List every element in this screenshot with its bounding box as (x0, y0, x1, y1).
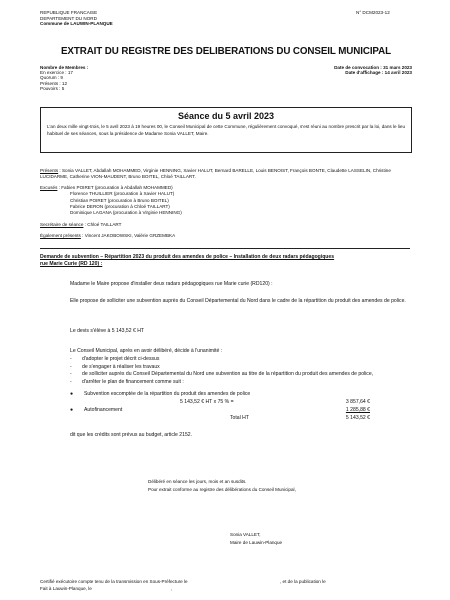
decision-item (70, 364, 410, 372)
footer-line1 (40, 578, 420, 585)
footer-publication: , et de la publication le (280, 579, 326, 584)
date-affichage-value: 14 avril 2023 (384, 70, 412, 76)
financing-row-total (70, 415, 410, 423)
closing-line: Délibéré en séance les jours, mois et an susdits. (148, 479, 247, 484)
dash-bullet: - (70, 378, 72, 385)
seance-box (40, 107, 412, 153)
signature-name: Sonia VALLET, (230, 532, 261, 537)
body-credits: dit que les crédits sont prévus au budget, article 2152. (70, 432, 193, 438)
dates-block (250, 65, 412, 76)
deliberation-reference: N° DCM2023-12 (356, 10, 390, 15)
financing-total-value: 5 143,52 € (345, 415, 370, 421)
dash-bullet: - (70, 356, 72, 362)
presents-paragraph (40, 168, 410, 181)
excuses-item: Fabrice DERON (procuration à Chloé TAILLART) (70, 203, 170, 209)
financing-row1-value: 3 857,64 € (345, 399, 370, 405)
decision-item (70, 371, 410, 379)
financing-row1-calc: 5 143,52 € HT x 75 % = (180, 399, 234, 405)
decision-item (70, 379, 410, 387)
header-line-departement: DEPARTEMENT DU NORD (40, 15, 97, 21)
decision-text: d'arrêter le plan de financement comme suit : (82, 378, 184, 385)
footer-line2 (40, 585, 420, 592)
financing-total-label: Total HT (230, 415, 249, 421)
bullet-icon: ● (70, 407, 74, 413)
decision-item (70, 356, 410, 364)
excuses-item: Florence THUILLIER (procuration à Xavier HALUT) (70, 191, 175, 197)
document-title: EXTRAIT DU REGISTRE DES DELIBERATIONS DU CONSEIL MUNICIPAL (60, 46, 392, 57)
body-p1: Madame le Maire propose d'installer deux radars pédagogiques rue Marie curie (RD120) : (70, 281, 273, 287)
footer-block (40, 578, 420, 592)
bullet-icon: ● (70, 391, 74, 397)
financing-row2-label: Autofinancement (84, 407, 123, 413)
closing-block (148, 478, 296, 493)
presents-label: Présents (40, 168, 59, 173)
dash-bullet: - (70, 371, 72, 378)
members-block (40, 65, 88, 92)
excuses-label: Excusés (40, 185, 58, 190)
financing-row1-label: Subvention escomptée de la répartition du produit des amendes de police (84, 391, 251, 397)
header-line-republique: REPUBLIQUE FRANCAISE (40, 10, 98, 15)
date-convocation-value: 31 mars 2023 (383, 65, 412, 70)
excuses-block (40, 185, 410, 216)
footer-executoire: Certifié exécutoire compte tenu de la transmission en Sous-Préfecture le (40, 579, 188, 584)
excuses-first: : Fabien POIRET (procuration à Abdallah MOHAMMED) (57, 185, 173, 190)
members-heading: Nombre de Membres : (40, 65, 89, 70)
footer-comma: , (171, 586, 173, 591)
members-en-exercice: En exercice : 17 (40, 70, 73, 76)
deliberation-subject: Demande de subvention – Répartition 2023 du produit des amendes de police – Installation de deux radars pédagogiques rue Marie Curie (RD 120) : (40, 254, 335, 268)
footer-fait-a: Fait à Lauwin-Planque, le (40, 586, 92, 591)
financing-plan (70, 391, 410, 423)
seance-title: Séance du 5 avril 2023 (177, 111, 275, 121)
secretaire-label: Secrétaire de séance (40, 222, 84, 227)
egalement-line (40, 233, 175, 239)
header-line-commune: Commune de LAUWIN-PLANQUE (40, 21, 113, 27)
presents-list: : Sonia VALLET, Abdallah MOHAMMED, Virginie HENNING, Xavier HALUT, Bernard BARELLE, Louis BENOIST, François BONTE, Claudette LASSELIN, Christine LUCIDARME, Catherine VION-MAUDENT, Bruno BOITEL, Chloé TAILLART. (40, 168, 391, 180)
signature-title: Maire de Lauwin-Planque (230, 539, 283, 545)
decision-text: d'adopter le projet décrit ci-dessus (82, 356, 160, 362)
body-p2 (40, 298, 410, 306)
body-p2-text: Elle propose de solliciter une subvention auprès du Conseil Départemental du Nord dans le cadre de la répartition du produit des amendes de police. (70, 298, 406, 304)
egalement-label: Également présents (40, 233, 81, 238)
decision-text: de solliciter auprès du Conseil Départemental du Nord une subvention au titre de la répartition du produit des amendes de police, (82, 371, 374, 378)
body-devis: Le devis s'élève à 5 143,52 € HT (70, 328, 145, 334)
separator-line (40, 248, 410, 249)
date-affichage (250, 70, 412, 76)
secretaire-line (40, 222, 121, 228)
financing-row-autofinancement (70, 407, 410, 415)
financing-row-subvention (70, 391, 410, 399)
members-quorum: Quorum : 9 (40, 75, 63, 81)
decision-list (70, 356, 410, 386)
excuses-item: Christian POIRET (procuration à Bruno BOITEL) (70, 197, 169, 203)
date-affichage-label: Date d'affichage : (345, 70, 385, 76)
financing-row-calc (70, 399, 410, 407)
dash-bullet: - (70, 363, 72, 370)
seance-text: L'an deux mille vingt-trois, le 5 avril 2023 à 19 heures 00, le Conseil Municipal de cette Commune, régulièrement convoqué, s'est réuni au nombre prescrit par la loi, dans le lieu habituel de ses séances, sous la présidence de Madame Sonia VALLET, Maire. (47, 124, 405, 136)
financing-row2-value: 1 285,88 € (345, 407, 370, 413)
date-convocation-label: Date de convocation : (334, 65, 384, 70)
closing-line: Pour extrait conforme au registre des délibérations du Conseil Municipal, (148, 486, 296, 492)
decision-text: de s'engager à réaliser les travaux (82, 363, 160, 370)
excuses-item: Dominique LAGANA (procuration à Virginie HENNING) (70, 210, 182, 216)
body-deliber: Le Conseil Municipal, après en avoir délibéré, décide à l'unanimité : (70, 348, 223, 354)
secretaire-value: : Chloé TAILLART (83, 222, 122, 227)
members-pouvoirs: Pouvoirs : 5 (40, 85, 65, 91)
egalement-value: : Vincent JAKOBOWSKI, Valérie GRZEMBKA (80, 233, 176, 238)
header-administration (40, 10, 200, 27)
members-presents: Présents : 12 (40, 80, 68, 86)
signature-block (230, 531, 282, 547)
